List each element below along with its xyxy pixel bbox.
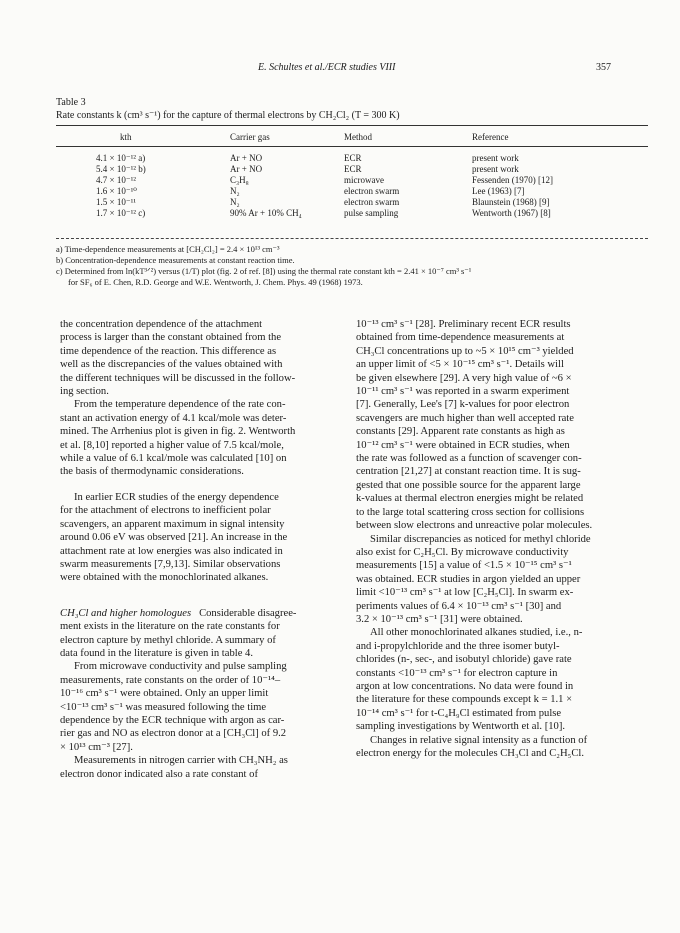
text-line: be given elsewhere [29]. A very high value of ~6 × (356, 372, 572, 384)
cell-gas: Ar + NO (230, 153, 263, 163)
text-line: time dependence of the reaction. This difference as (60, 345, 277, 357)
text-line: and i-propylchloride and the three isomer butyl- (356, 640, 560, 652)
table-bottom-rule (56, 238, 648, 239)
text-line: In earlier ECR studies of the energy dependence (74, 491, 279, 503)
text-line: was obtained. ECR studies in argon yielded an upper (356, 573, 581, 585)
table-row (56, 175, 648, 186)
text-line: limit <10⁻¹³ cm³ s⁻¹ at low [C₂H₅Cl]. In swarm ex- (356, 587, 574, 599)
text-line: between slow electrons and unreactive polar molecules. (356, 520, 593, 532)
text-fragment: Considerable disagree- (199, 607, 297, 619)
table-row (56, 164, 648, 175)
text-line: 10⁻¹² cm³ s⁻¹ were obtained in ECR studies, when (356, 439, 570, 451)
column-header-reference: Reference (472, 131, 509, 142)
cell-gas: C₃H₈ (230, 175, 249, 185)
text-line: 10⁻¹³ cm³ s⁻¹ [28]. Preliminary recent ECR results (356, 319, 571, 330)
text-line: data found in the literature is given in table 4. (60, 647, 253, 659)
text-line: 3.2 × 10⁻¹³ cm³ s⁻¹ [31] were obtained. (356, 613, 523, 625)
text-line: attachment rate at low energies was also indicated in (60, 545, 283, 557)
text-line: 10⁻¹⁴ cm³ s⁻¹ for t-C₄H₉Cl estimated from pulse (356, 707, 562, 719)
cell-k: 1.6 × 10⁻¹⁰ (96, 186, 137, 196)
text-line: constants [29]. Apparent rate constants as high as (356, 426, 565, 438)
rate-constants-table (56, 128, 648, 219)
paragraph (356, 533, 632, 627)
cell-reference: present work (472, 164, 519, 174)
text-line: argon at low concentrations. No data were found in (356, 680, 574, 692)
text-line: 10⁻¹¹ cm³ s⁻¹ was reported in a swarm experiment (356, 386, 570, 398)
text-line: mined. The Arrhenius plot is given in fig. 2. Wentworth (60, 426, 296, 438)
paragraph (60, 491, 332, 585)
footnote-c-continued: for SF₆ of E. Chen, R.D. George and W.E. Wentworth, J. Chem. Phys. 49 (1968) 1973. (68, 277, 363, 287)
footnote-b: b) Concentration-dependence measurements at constant reaction time. (56, 255, 295, 265)
text-line: the different techniques will be discussed in the follow- (60, 372, 296, 384)
text-line: CH₃Cl concentrations up to ~5 × 10¹⁵ cm⁻³ yielded (356, 345, 574, 357)
cell-gas: Ar + NO (230, 164, 263, 174)
text-line: swarm measurements [7,9,13]. Similar observations (60, 558, 281, 570)
text-line: [7]. Generally, Lee's [7] k-values for poor electron (356, 399, 570, 411)
text-line: measurements, rate constants on the order of 10⁻¹⁴– (60, 674, 281, 686)
section-heading: CH₃Cl and higher homologues (60, 607, 192, 619)
cell-method: ECR (344, 164, 362, 174)
table-caption: Rate constants k (cm³ s⁻¹) for the capture of thermal electrons by CH₂Cl₂ (T = 300 K) (56, 110, 400, 121)
text-line: scavengers, an apparent maximum in signal intensity (60, 518, 285, 530)
text-line: periments values of 6.4 × 10⁻¹³ cm³ s⁻¹ [30] and (356, 600, 562, 612)
text-line: the literature for these compounds except k = 1.1 × (356, 694, 573, 706)
text-line: electron donor indicated also a rate constant of (60, 768, 258, 780)
text-line: scavengers are much higher than well accepted rate (356, 412, 574, 424)
right-text-column (356, 318, 632, 760)
paragraph (356, 734, 632, 761)
table-row (56, 208, 648, 219)
cell-method: electron swarm (344, 186, 400, 196)
paragraph (356, 318, 632, 533)
table-row (56, 186, 648, 197)
paragraph (60, 754, 332, 781)
cell-reference: Fessenden (1970) [12] (472, 175, 553, 185)
text-line: ing section. (60, 386, 109, 398)
cell-reference: Wentworth (1967) [8] (472, 208, 551, 218)
running-head (0, 62, 680, 76)
text-line: process is larger than the constant obtained from the (60, 332, 282, 344)
text-line: 10⁻¹⁶ cm³ s⁻¹ were obtained. Only an upper limit (60, 688, 269, 700)
paragraph (60, 660, 332, 754)
table-row (56, 197, 648, 208)
text-line: also exist for C₂H₅Cl. By microwave conductivity (356, 546, 569, 558)
text-line: the rate was followed as a function of scavenger con- (356, 453, 582, 465)
text-line: ment exists in the literature on the rate constants for (60, 621, 280, 633)
text-line: electron energy for the molecules CH₃Cl and C₂H₅Cl. (356, 748, 585, 759)
text-line: the concentration dependence of the attachment (60, 319, 263, 330)
paragraph (356, 626, 632, 733)
cell-gas: N₂ (230, 197, 240, 207)
column-header-carrier-gas: Carrier gas (230, 131, 270, 142)
cell-gas: 90% Ar + 10% CH₄ (230, 208, 302, 218)
cell-reference: Lee (1963) [7] (472, 186, 525, 196)
cell-k: 1.7 × 10⁻¹² c) (96, 208, 146, 218)
paragraph (60, 607, 332, 661)
table-footnotes (56, 244, 656, 288)
cell-method: pulse sampling (344, 208, 399, 218)
cell-reference: Blaunstein (1968) [9] (472, 197, 550, 207)
text-line: to the large total scattering cross section for collisions (356, 506, 585, 518)
text-line: centration [21,27] at constant reaction time. It is sug- (356, 466, 581, 478)
cell-k: 5.4 × 10⁻¹² b) (96, 164, 146, 174)
running-head-title: E. Schultes et al./ECR studies VIII (258, 62, 396, 73)
text-line (60, 607, 332, 620)
text-line: Changes in relative signal intensity as a function of (370, 734, 588, 746)
left-text-column (60, 318, 332, 781)
text-line: around 0.06 eV was observed [21]. An increase in the (60, 532, 288, 544)
text-line: were obtained with the monochlorinated alkanes. (60, 572, 269, 584)
cell-method: microwave (344, 175, 384, 185)
text-line: dependence by the ECR technique with argon as car- (60, 714, 285, 726)
text-line: sampling investigations by Wentworth et al. [10]. (356, 721, 566, 733)
text-line: gested that one possible source for the apparent large (356, 479, 581, 491)
text-line: obtained from time-dependence measurements at (356, 332, 565, 344)
table-row (56, 145, 648, 164)
column-header-kth: kth (120, 131, 132, 142)
text-line: an upper limit of <5 × 10⁻¹⁵ cm³ s⁻¹. Details will (356, 359, 564, 371)
text-line: stant an activation energy of 4.1 kcal/mole was deter- (60, 412, 287, 424)
text-line: rier gas and NO as electron donor at a [CH₃Cl] of 9.2 (60, 728, 287, 740)
paragraph (60, 318, 332, 398)
table-label: Table 3 (56, 97, 86, 108)
cell-method: ECR (344, 153, 362, 163)
text-line: et al. [8,10] reported a higher value of 7.5 kcal/mole, (60, 439, 284, 451)
text-line: chlorides (n-, sec-, and isobutyl chloride) gave rate (356, 654, 572, 666)
text-line: electron capture by methyl chloride. A summary of (60, 634, 276, 646)
column-header-method: Method (344, 131, 372, 142)
text-line: × 10¹³ cm⁻³ [27]. (60, 741, 133, 753)
text-line: well as the discrepancies of the values obtained with (60, 359, 283, 371)
cell-reference: present work (472, 153, 519, 163)
text-line: constants <10⁻¹³ cm³ s⁻¹ for electron capture in (356, 667, 558, 679)
text-line: while a value of 6.1 kcal/mole was calculated [10] on (60, 453, 287, 465)
table-top-rule (56, 125, 648, 126)
cell-k: 4.7 × 10⁻¹² (96, 175, 136, 185)
text-line: k-values at thermal electron energies might be related (356, 493, 584, 505)
cell-k: 4.1 × 10⁻¹² a) (96, 153, 146, 163)
cell-gas: N₂ (230, 186, 240, 196)
page-number: 357 (596, 62, 611, 73)
text-line: All other monochlorinated alkanes studied, i.e., n- (370, 627, 583, 639)
text-line: <10⁻¹³ cm³ s⁻¹ was measured following the time (60, 701, 267, 713)
text-line: From the temperature dependence of the rate con- (74, 399, 286, 411)
text-line: Measurements in nitrogen carrier with CH₃NH₂ as (74, 755, 288, 767)
cell-method: electron swarm (344, 197, 400, 207)
text-line: From microwave conductivity and pulse sampling (74, 661, 287, 673)
table-header-row (56, 128, 648, 145)
text-line: for the attachment of electrons to inefficient polar (60, 505, 271, 517)
cell-k: 1.5 × 10⁻¹¹ (96, 197, 136, 207)
text-line: Similar discrepancies as noticed for methyl chloride (370, 533, 591, 545)
text-line: the basis of thermodynamic considerations. (60, 466, 244, 478)
footnote-c: c) Determined from ln(kT³ᐟ²) versus (1/T) plot (fig. 2 of ref. [8]) using the thermal rate constant kth = 2.41 × 10⁻⁷ cm³ s⁻¹ (56, 266, 472, 276)
text-line: measurements [15] a value of <1.5 × 10⁻¹⁵ cm³ s⁻¹ (356, 560, 572, 572)
footnote-a: a) Time-dependence measurements at [CH₂Cl₂] = 2.4 × 10¹³ cm⁻³ (56, 244, 280, 254)
paragraph (60, 398, 332, 478)
